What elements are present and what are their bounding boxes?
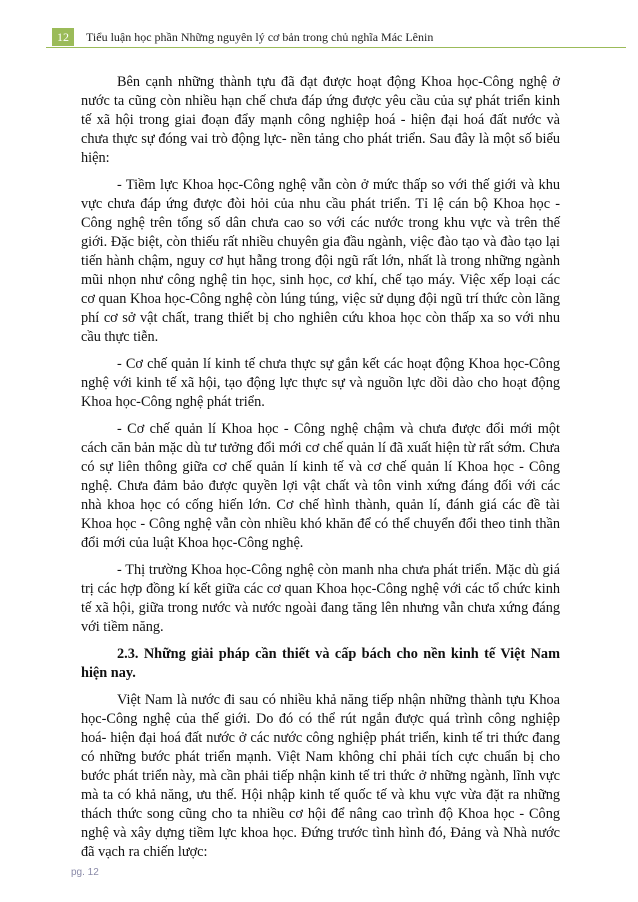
point-paragraph-1: - Tiềm lực Khoa học-Công nghệ vẫn còn ở mức thấp so với thế giới và khu vực chưa đáp ứng được đòi hỏi của nhu cầu phát triển. Tỉ lệ cán bộ Khoa học - Công nghệ trên tổng số dân chưa cao so với các nước trong khu vực và trên thế giới. Đặc biệt, còn thiếu rất nhiều chuyên gia đầu ngành, việc đào tạo và đào tạo lại tiến hành chậm, nguy cơ hụt hẫng trong đội ngũ rất lớn, nhất là trong những ngành mũi nhọn như công nghệ tin học, sinh học, cơ khí, chế tạo máy. Việc xếp loại các cơ quan Khoa học-Công nghệ còn lúng túng, việc sử dụng đội ngũ trí thức còn lãng phí cơ sở vật chất, trang thiết bị cho nghiên cứu khoa học còn thấp xa so với nhu cầu thực tiễn. (81, 177, 560, 345)
header-page-number: 12 (52, 28, 74, 46)
section-paragraph: Việt Nam là nước đi sau có nhiều khả năng tiếp nhận những thành tựu Khoa học-Công nghệ của thế giới. Do đó có thể rút ngắn được quá trình công nghiệp hoá- hiện đại hoá đất nước ở các nước công nghiệp phát triển, kinh tế tri thức đang có những bước phát triển mạnh. Việt Nam không chỉ phải tích cực chuẩn bị cho bước phát triển này, mà cần phải tiếp nhận kinh tế tri thức ở những ngành, lĩnh vực mà ta có khả năng, ưu thế. Hội nhập kinh tế quốc tế và khu vực vừa đặt ra những thách thức song cũng cho ta nhiều cơ hội để nâng cao trình độ Khoa học - Công nghệ và xây dựng tiềm lực khoa học. Đứng trước tình hình đó, Đảng và Nhà nước đã vạch ra chiến lược: (81, 692, 560, 860)
point-paragraph-2: - Cơ chế quản lí kinh tế chưa thực sự gắn kết các hoạt động Khoa học-Công nghệ với kinh tế xã hội, tạo động lực thực sự và nguồn lực dồi dào cho hoạt động Khoa học-Công nghệ phát triển. (81, 356, 560, 410)
page-footer: pg. 12 (71, 867, 99, 878)
point-paragraph-3: - Cơ chế quản lí Khoa học - Công nghệ chậm và chưa được đổi mới một cách căn bản mặc dù tư tưởng đổi mới cơ chế quản lí đã xuất hiện từ rất sớm. Chưa có sự liên thông giữa cơ chế quản lí kinh tế và cơ chế quản lí Khoa học - Công nghệ. Chưa đảm bảo được quyền lợi vật chất và tôn vinh xứng đáng đối với các nhà khoa học có cống hiến lớn. Cơ chế hình thành, quản lí, đánh giá các đề tài Khoa học - Công nghệ vẫn còn nhiều khó khăn để có thể chuyển đổi theo tinh thần đổi mới của luật Khoa học-Công nghệ. (81, 421, 560, 551)
section-heading: 2.3. Những giải pháp cần thiết và cấp bách cho nền kinh tế Việt Nam hiện nay. (81, 646, 560, 681)
document-body (81, 73, 560, 870)
point-paragraph-4: - Thị trường Khoa học-Công nghệ còn manh nha chưa phát triển. Mặc dù giá trị các hợp đồng kí kết giữa các cơ quan Khoa học-Công nghệ với các tổ chức kinh tế xã hội, giữa trong nước và nước ngoài đang tăng lên nhưng vẫn chưa xứng đáng với tiềm năng. (81, 562, 560, 635)
intro-paragraph: Bên cạnh những thành tựu đã đạt được hoạt động Khoa học-Công nghệ ở nước ta cũng còn nhiều hạn chế chưa đáp ứng được yêu cầu của sự phát triển kinh tế xã hội trong giai đoạn đẩy mạnh công nghiệp hoá - hiện đại hoá đất nước và chưa thực sự đóng vai trò động lực- nền tảng cho phát triển. Sau đây là một số biểu hiện: (81, 74, 560, 166)
header-title: Tiểu luận học phần Những nguyên lý cơ bản trong chủ nghĩa Mác Lênin (86, 29, 434, 44)
page-header (46, 27, 626, 48)
